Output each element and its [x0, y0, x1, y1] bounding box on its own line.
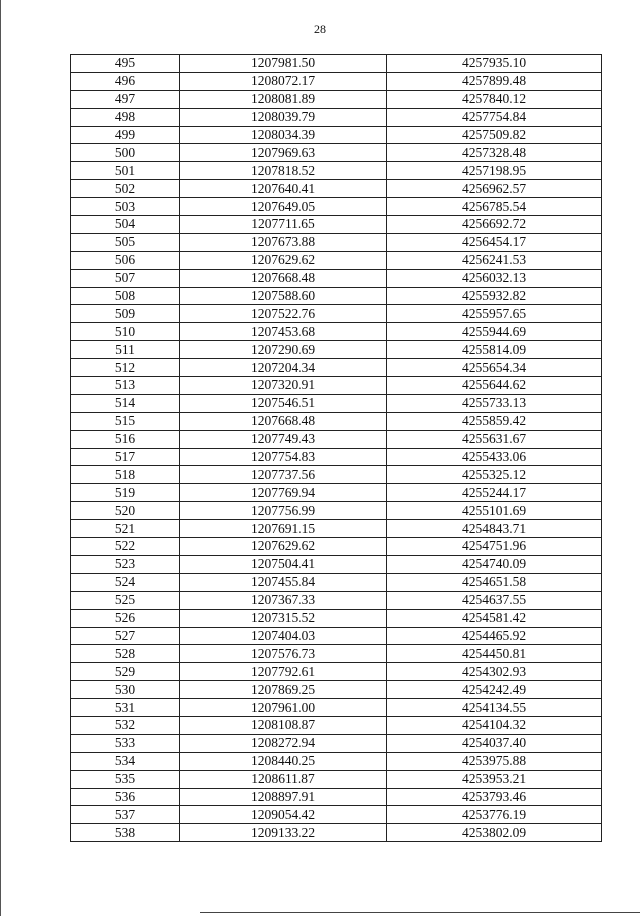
x-coordinate-cell: 1207961.00 — [180, 699, 387, 717]
point-number-cell: 528 — [71, 645, 180, 663]
y-coordinate-cell: 4253953.21 — [387, 770, 602, 788]
y-coordinate-cell: 4256032.13 — [387, 269, 602, 287]
point-number-cell: 533 — [71, 734, 180, 752]
x-coordinate-cell: 1207576.73 — [180, 645, 387, 663]
y-coordinate-cell: 4255814.09 — [387, 341, 602, 359]
y-coordinate-cell: 4254637.55 — [387, 591, 602, 609]
y-coordinate-cell: 4254751.96 — [387, 538, 602, 556]
point-number-cell: 501 — [71, 162, 180, 180]
point-number-cell: 497 — [71, 90, 180, 108]
y-coordinate-cell: 4255644.62 — [387, 377, 602, 395]
x-coordinate-cell: 1207404.03 — [180, 627, 387, 645]
x-coordinate-cell: 1207668.48 — [180, 412, 387, 430]
table-row — [71, 716, 602, 734]
table-row — [71, 180, 602, 198]
point-number-cell: 504 — [71, 216, 180, 234]
table-row — [71, 251, 602, 269]
scan-left-edge — [0, 0, 1, 916]
table-row — [71, 162, 602, 180]
point-number-cell: 499 — [71, 126, 180, 144]
table-row — [71, 55, 602, 73]
y-coordinate-cell: 4255932.82 — [387, 287, 602, 305]
point-number-cell: 513 — [71, 377, 180, 395]
point-number-cell: 535 — [71, 770, 180, 788]
point-number-cell: 530 — [71, 681, 180, 699]
point-number-cell: 525 — [71, 591, 180, 609]
y-coordinate-cell: 4257840.12 — [387, 90, 602, 108]
y-coordinate-cell: 4255859.42 — [387, 412, 602, 430]
table-row — [71, 609, 602, 627]
y-coordinate-cell: 4256454.17 — [387, 233, 602, 251]
x-coordinate-cell: 1207522.76 — [180, 305, 387, 323]
y-coordinate-cell: 4254037.40 — [387, 734, 602, 752]
point-number-cell: 523 — [71, 555, 180, 573]
table-row — [71, 126, 602, 144]
x-coordinate-cell: 1207453.68 — [180, 323, 387, 341]
point-number-cell: 500 — [71, 144, 180, 162]
x-coordinate-cell: 1207818.52 — [180, 162, 387, 180]
point-number-cell: 534 — [71, 752, 180, 770]
y-coordinate-cell: 4256785.54 — [387, 198, 602, 216]
y-coordinate-cell: 4254465.92 — [387, 627, 602, 645]
x-coordinate-cell: 1207315.52 — [180, 609, 387, 627]
point-number-cell: 506 — [71, 251, 180, 269]
y-coordinate-cell: 4253793.46 — [387, 788, 602, 806]
x-coordinate-cell: 1207546.51 — [180, 394, 387, 412]
coordinates-table — [70, 54, 602, 842]
table-row — [71, 341, 602, 359]
y-coordinate-cell: 4254581.42 — [387, 609, 602, 627]
x-coordinate-cell: 1208108.87 — [180, 716, 387, 734]
x-coordinate-cell: 1207455.84 — [180, 573, 387, 591]
point-number-cell: 529 — [71, 663, 180, 681]
y-coordinate-cell: 4253975.88 — [387, 752, 602, 770]
x-coordinate-cell: 1207629.62 — [180, 538, 387, 556]
point-number-cell: 515 — [71, 412, 180, 430]
table-row — [71, 216, 602, 234]
table-row — [71, 520, 602, 538]
point-number-cell: 514 — [71, 394, 180, 412]
table-row — [71, 484, 602, 502]
table-row — [71, 788, 602, 806]
x-coordinate-cell: 1207673.88 — [180, 233, 387, 251]
x-coordinate-cell: 1208440.25 — [180, 752, 387, 770]
y-coordinate-cell: 4255944.69 — [387, 323, 602, 341]
x-coordinate-cell: 1207869.25 — [180, 681, 387, 699]
x-coordinate-cell: 1207588.60 — [180, 287, 387, 305]
y-coordinate-cell: 4254242.49 — [387, 681, 602, 699]
x-coordinate-cell: 1208611.87 — [180, 770, 387, 788]
x-coordinate-cell: 1208034.39 — [180, 126, 387, 144]
y-coordinate-cell: 4255433.06 — [387, 448, 602, 466]
table-row — [71, 90, 602, 108]
point-number-cell: 516 — [71, 430, 180, 448]
table-row — [71, 144, 602, 162]
y-coordinate-cell: 4254134.55 — [387, 699, 602, 717]
y-coordinate-cell: 4257328.48 — [387, 144, 602, 162]
y-coordinate-cell: 4255631.67 — [387, 430, 602, 448]
y-coordinate-cell: 4253776.19 — [387, 806, 602, 824]
point-number-cell: 517 — [71, 448, 180, 466]
table-row — [71, 645, 602, 663]
point-number-cell: 498 — [71, 108, 180, 126]
table-row — [71, 555, 602, 573]
table-row — [71, 394, 602, 412]
point-number-cell: 496 — [71, 72, 180, 90]
x-coordinate-cell: 1207668.48 — [180, 269, 387, 287]
table-row — [71, 538, 602, 556]
x-coordinate-cell: 1207969.63 — [180, 144, 387, 162]
y-coordinate-cell: 4254740.09 — [387, 555, 602, 573]
y-coordinate-cell: 4257899.48 — [387, 72, 602, 90]
point-number-cell: 537 — [71, 806, 180, 824]
point-number-cell: 507 — [71, 269, 180, 287]
y-coordinate-cell: 4253802.09 — [387, 824, 602, 842]
table-row — [71, 377, 602, 395]
y-coordinate-cell: 4254450.81 — [387, 645, 602, 663]
y-coordinate-cell: 4257509.82 — [387, 126, 602, 144]
x-coordinate-cell: 1208272.94 — [180, 734, 387, 752]
table-row — [71, 430, 602, 448]
table-row — [71, 591, 602, 609]
x-coordinate-cell: 1207691.15 — [180, 520, 387, 538]
point-number-cell: 518 — [71, 466, 180, 484]
table-row — [71, 502, 602, 520]
y-coordinate-cell: 4255244.17 — [387, 484, 602, 502]
x-coordinate-cell: 1207290.69 — [180, 341, 387, 359]
y-coordinate-cell: 4254651.58 — [387, 573, 602, 591]
point-number-cell: 519 — [71, 484, 180, 502]
table-row — [71, 448, 602, 466]
y-coordinate-cell: 4256692.72 — [387, 216, 602, 234]
table-row — [71, 573, 602, 591]
table-row — [71, 412, 602, 430]
x-coordinate-cell: 1207367.33 — [180, 591, 387, 609]
y-coordinate-cell: 4254843.71 — [387, 520, 602, 538]
table-row — [71, 806, 602, 824]
table-row — [71, 359, 602, 377]
x-coordinate-cell: 1207737.56 — [180, 466, 387, 484]
point-number-cell: 532 — [71, 716, 180, 734]
y-coordinate-cell: 4256962.57 — [387, 180, 602, 198]
y-coordinate-cell: 4254302.93 — [387, 663, 602, 681]
table-row — [71, 770, 602, 788]
point-number-cell: 509 — [71, 305, 180, 323]
point-number-cell: 538 — [71, 824, 180, 842]
bottom-rule — [200, 912, 640, 913]
x-coordinate-cell: 1209133.22 — [180, 824, 387, 842]
table-row — [71, 734, 602, 752]
y-coordinate-cell: 4255654.34 — [387, 359, 602, 377]
coordinates-table-body — [71, 55, 602, 842]
y-coordinate-cell: 4257198.95 — [387, 162, 602, 180]
table-row — [71, 323, 602, 341]
x-coordinate-cell: 1207749.43 — [180, 430, 387, 448]
x-coordinate-cell: 1208039.79 — [180, 108, 387, 126]
point-number-cell: 503 — [71, 198, 180, 216]
point-number-cell: 522 — [71, 538, 180, 556]
table-row — [71, 108, 602, 126]
table-row — [71, 287, 602, 305]
point-number-cell: 520 — [71, 502, 180, 520]
table-row — [71, 699, 602, 717]
table-row — [71, 198, 602, 216]
table-row — [71, 269, 602, 287]
point-number-cell: 511 — [71, 341, 180, 359]
table-row — [71, 72, 602, 90]
point-number-cell: 531 — [71, 699, 180, 717]
x-coordinate-cell: 1207629.62 — [180, 251, 387, 269]
x-coordinate-cell: 1207649.05 — [180, 198, 387, 216]
point-number-cell: 495 — [71, 55, 180, 73]
x-coordinate-cell: 1207792.61 — [180, 663, 387, 681]
y-coordinate-cell: 4254104.32 — [387, 716, 602, 734]
x-coordinate-cell: 1208897.91 — [180, 788, 387, 806]
point-number-cell: 524 — [71, 573, 180, 591]
point-number-cell: 502 — [71, 180, 180, 198]
y-coordinate-cell: 4257754.84 — [387, 108, 602, 126]
point-number-cell: 508 — [71, 287, 180, 305]
x-coordinate-cell: 1207640.41 — [180, 180, 387, 198]
page-number: 28 — [314, 22, 326, 36]
x-coordinate-cell: 1207754.83 — [180, 448, 387, 466]
y-coordinate-cell: 4255101.69 — [387, 502, 602, 520]
table-row — [71, 752, 602, 770]
x-coordinate-cell: 1207711.65 — [180, 216, 387, 234]
x-coordinate-cell: 1207320.91 — [180, 377, 387, 395]
x-coordinate-cell: 1207504.41 — [180, 555, 387, 573]
x-coordinate-cell: 1209054.42 — [180, 806, 387, 824]
point-number-cell: 512 — [71, 359, 180, 377]
point-number-cell: 536 — [71, 788, 180, 806]
point-number-cell: 526 — [71, 609, 180, 627]
x-coordinate-cell: 1208081.89 — [180, 90, 387, 108]
point-number-cell: 527 — [71, 627, 180, 645]
table-row — [71, 824, 602, 842]
point-number-cell: 505 — [71, 233, 180, 251]
table-row — [71, 627, 602, 645]
y-coordinate-cell: 4256241.53 — [387, 251, 602, 269]
x-coordinate-cell: 1207981.50 — [180, 55, 387, 73]
y-coordinate-cell: 4255733.13 — [387, 394, 602, 412]
table-row — [71, 233, 602, 251]
x-coordinate-cell: 1207756.99 — [180, 502, 387, 520]
table-row — [71, 681, 602, 699]
table-row — [71, 663, 602, 681]
x-coordinate-cell: 1207769.94 — [180, 484, 387, 502]
y-coordinate-cell: 4257935.10 — [387, 55, 602, 73]
table-row — [71, 305, 602, 323]
x-coordinate-cell: 1208072.17 — [180, 72, 387, 90]
point-number-cell: 510 — [71, 323, 180, 341]
point-number-cell: 521 — [71, 520, 180, 538]
table-row — [71, 466, 602, 484]
x-coordinate-cell: 1207204.34 — [180, 359, 387, 377]
y-coordinate-cell: 4255957.65 — [387, 305, 602, 323]
y-coordinate-cell: 4255325.12 — [387, 466, 602, 484]
